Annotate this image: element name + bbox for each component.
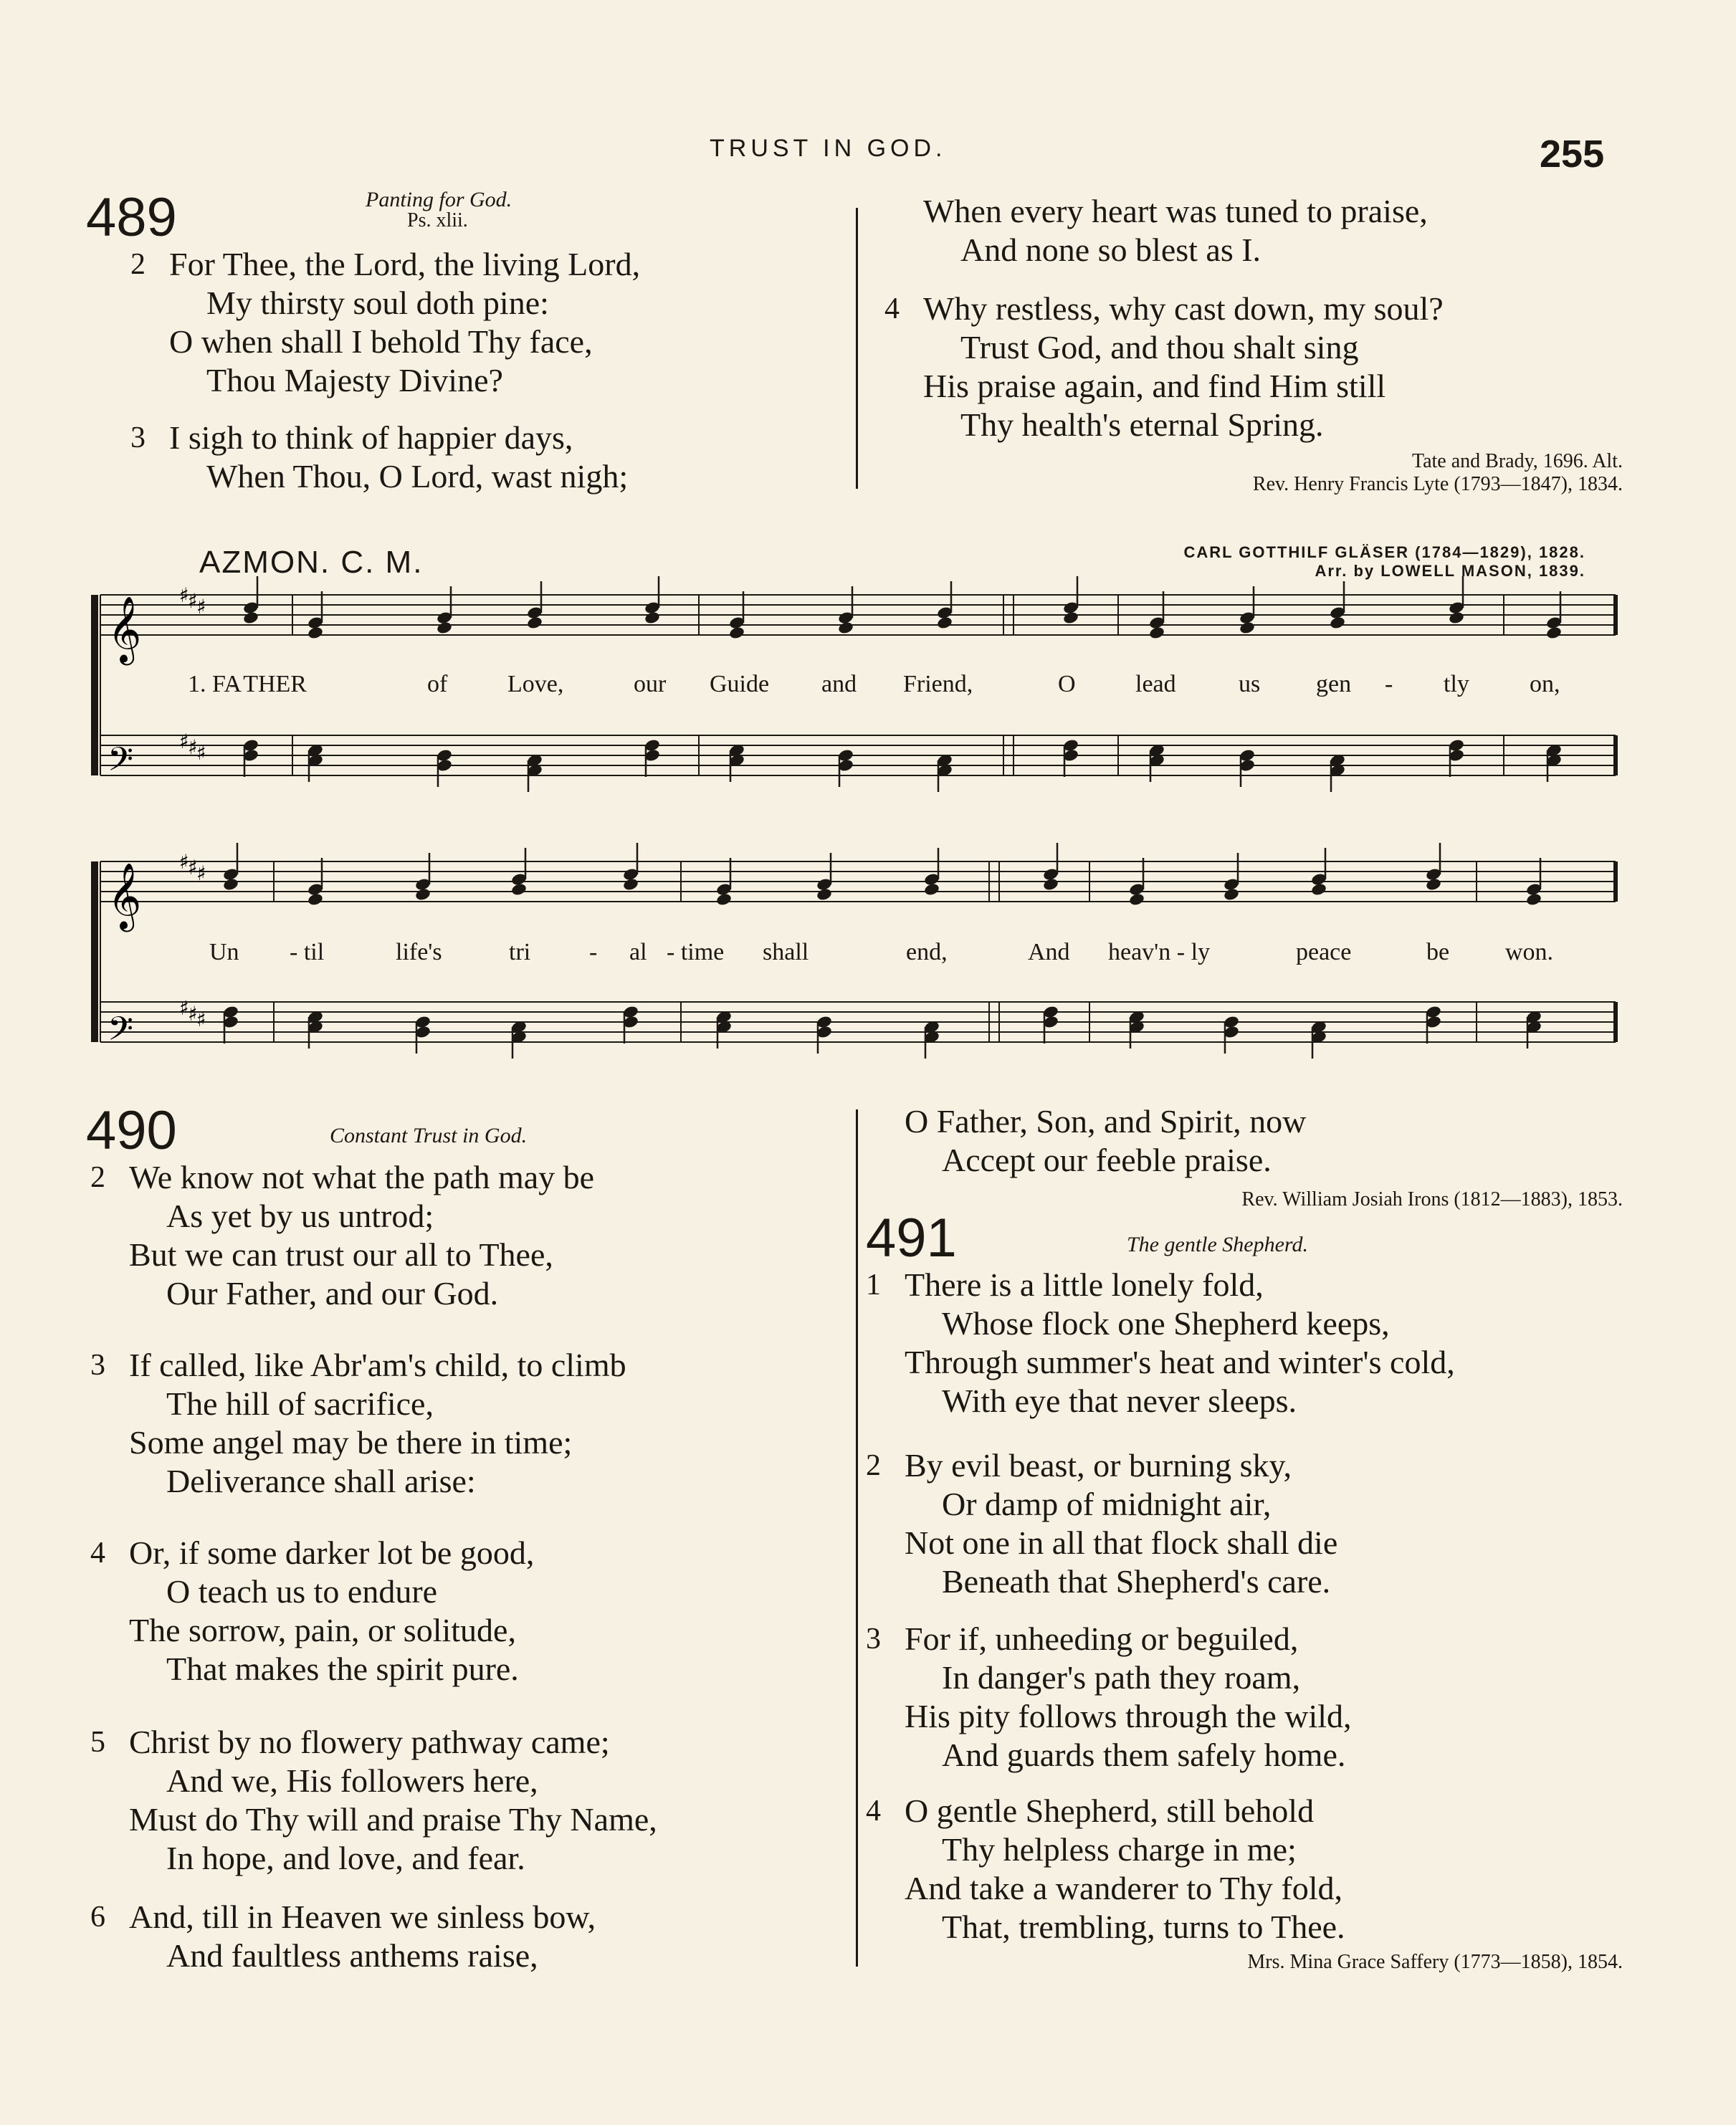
verse bbox=[866, 1620, 1352, 1775]
note-head bbox=[1062, 611, 1079, 625]
verse bbox=[90, 1534, 535, 1689]
verse-line: His pity follows through the wild, bbox=[905, 1698, 1352, 1734]
note-head bbox=[1310, 882, 1327, 897]
lyric-syllable: - THER bbox=[229, 671, 307, 697]
verse-line: My thirsty soul doth pine: bbox=[206, 285, 549, 321]
attribution-489-1: Tate and Brady, 1696. Alt. bbox=[1411, 450, 1623, 472]
note-head bbox=[1239, 621, 1256, 635]
bass-clef-icon: 𝄢 bbox=[108, 740, 134, 787]
column-divider bbox=[856, 208, 858, 489]
lyric-syllable: - til bbox=[290, 939, 325, 965]
lyric-syllable: us bbox=[1239, 671, 1261, 697]
sharp-icon: ♯ bbox=[188, 856, 198, 879]
verse-line: Accept our feeble praise. bbox=[942, 1142, 1272, 1178]
verse-line: I sigh to think of happier days, bbox=[169, 419, 573, 456]
verse-number: 2 bbox=[866, 1449, 881, 1482]
verse-line: With eye that never sleeps. bbox=[942, 1383, 1297, 1419]
verse-number: 4 bbox=[866, 1795, 881, 1828]
column-divider-lower bbox=[856, 1109, 858, 1967]
note-head bbox=[936, 616, 953, 630]
verse-line: For if, unheeding or beguiled, bbox=[905, 1620, 1299, 1657]
verse-line: If called, like Abr'am's child, to climb bbox=[129, 1347, 626, 1383]
note-head bbox=[414, 887, 431, 902]
sharp-icon: ♯ bbox=[196, 595, 206, 619]
lyric-syllable: tri bbox=[509, 939, 531, 965]
lyric-syllable: Un bbox=[209, 939, 239, 965]
verse bbox=[866, 1266, 1455, 1420]
hymn-number-491: 491 bbox=[866, 1208, 957, 1269]
verse-line: O gentle Shepherd, still behold bbox=[905, 1792, 1315, 1829]
note-head bbox=[1425, 877, 1442, 892]
verse bbox=[866, 1792, 1345, 1947]
sharp-icon: ♯ bbox=[196, 861, 206, 885]
verse-line: Thou Majesty Divine? bbox=[206, 362, 503, 398]
verse-489-3-cont bbox=[923, 192, 1428, 269]
lyric-syllable: O bbox=[1058, 671, 1076, 697]
note-head bbox=[728, 626, 745, 640]
composer-line: CARL GOTTHILF GLÄSER (1784—1829), 1828. bbox=[1183, 543, 1585, 561]
verse-line: And take a wanderer to Thy fold, bbox=[905, 1870, 1343, 1906]
note-head bbox=[1128, 892, 1145, 907]
verse-number: 2 bbox=[130, 248, 146, 281]
arranger-line: Arr. by LOWELL MASON, 1839. bbox=[1315, 562, 1585, 580]
note-head bbox=[715, 892, 733, 907]
verse-line: And guards them safely home. bbox=[942, 1737, 1346, 1773]
verse-489-3 bbox=[130, 419, 629, 496]
note-head bbox=[622, 877, 639, 892]
note-head bbox=[436, 621, 453, 635]
verse-line: Thy helpless charge in me; bbox=[942, 1831, 1297, 1868]
lyric-syllable: end, bbox=[906, 939, 948, 965]
hymn-caption-491: The gentle Shepherd. bbox=[1127, 1233, 1308, 1256]
lyric-syllable: Friend, bbox=[903, 671, 973, 697]
verse-line: Trust God, and thou shalt sing bbox=[960, 329, 1359, 366]
note-head bbox=[1148, 626, 1165, 640]
verse bbox=[90, 1158, 595, 1313]
sharp-icon: ♯ bbox=[188, 589, 198, 613]
lyric-syllable: on, bbox=[1530, 671, 1560, 697]
note-head bbox=[923, 882, 940, 897]
verse-line: And none so blest as I. bbox=[960, 231, 1262, 268]
verse-line: But we can trust our all to Thee, bbox=[129, 1236, 553, 1273]
attribution-490: Rev. William Josiah Irons (1812—1883), 1853. bbox=[1241, 1188, 1623, 1210]
note-head bbox=[1223, 887, 1240, 902]
verse-line: Thy health's eternal Spring. bbox=[960, 406, 1324, 443]
verse-line: And faultless anthems raise, bbox=[166, 1937, 538, 1974]
psalm-reference: Ps. xlii. bbox=[407, 209, 468, 231]
verse-line: The sorrow, pain, or solitude, bbox=[129, 1612, 516, 1648]
verse-number: 3 bbox=[130, 421, 146, 454]
hymn-caption-489: Panting for God. bbox=[366, 188, 512, 211]
verse-number: 1 bbox=[866, 1269, 881, 1302]
verse-line: O when shall I behold Thy face, bbox=[169, 323, 593, 360]
verse-line: And we, His followers here, bbox=[166, 1762, 538, 1799]
verse-line: Beneath that Shepherd's care. bbox=[942, 1563, 1331, 1600]
verse-line: Through summer's heat and winter's cold, bbox=[905, 1344, 1455, 1380]
verse-489-2 bbox=[130, 245, 641, 400]
lyric-syllable: tly bbox=[1444, 671, 1469, 697]
note-head bbox=[1329, 616, 1346, 630]
lyric-syllable: shall bbox=[763, 939, 809, 965]
verse-line: Not one in all that flock shall die bbox=[905, 1524, 1338, 1561]
verse-number: 2 bbox=[90, 1161, 105, 1194]
lyric-syllable: Guide bbox=[710, 671, 770, 697]
lyric-syllable: peace bbox=[1296, 939, 1352, 965]
treble-clef-icon: 𝄞 bbox=[108, 596, 142, 662]
note-head bbox=[816, 887, 833, 902]
verse bbox=[90, 1898, 596, 1975]
verse-line: Must do Thy will and praise Thy Name, bbox=[129, 1801, 657, 1838]
sharp-icon: ♯ bbox=[179, 583, 189, 607]
attribution-491: Mrs. Mina Grace Saffery (1773—1858), 1854. bbox=[1247, 1951, 1623, 1973]
note-head bbox=[222, 877, 239, 892]
note-head bbox=[1545, 626, 1563, 640]
tune-name: AZMON. C. M. bbox=[199, 545, 424, 580]
bass-clef-icon: 𝄢 bbox=[108, 1010, 134, 1056]
verse-line: O teach us to endure bbox=[166, 1573, 438, 1610]
lyric-syllable: life's bbox=[396, 939, 442, 965]
note-head bbox=[1448, 611, 1465, 625]
verse-number: 3 bbox=[90, 1349, 105, 1382]
note-head bbox=[510, 882, 528, 897]
verse-489-4 bbox=[884, 290, 1444, 444]
hymn-number-490: 490 bbox=[86, 1100, 177, 1161]
lyric-syllable: and bbox=[821, 671, 857, 697]
verse-line: By evil beast, or burning sky, bbox=[905, 1447, 1292, 1484]
lyric-syllable: won. bbox=[1505, 939, 1554, 965]
lyric-syllable: lead bbox=[1135, 671, 1176, 697]
verse-line: Some angel may be there in time; bbox=[129, 1424, 573, 1461]
hymn-number-489: 489 bbox=[86, 187, 177, 248]
verse-number: 4 bbox=[90, 1537, 105, 1570]
sharp-icon: ♯ bbox=[196, 741, 206, 765]
verse-line: Or damp of midnight air, bbox=[942, 1486, 1272, 1522]
note-head bbox=[644, 611, 661, 625]
lyric-syllable: heav'n - ly bbox=[1108, 939, 1211, 965]
lyric-syllable: al bbox=[629, 939, 647, 965]
lyric-syllable: 1. FA bbox=[188, 671, 242, 697]
verse-line: O Father, Son, and Spirit, now bbox=[905, 1103, 1307, 1140]
lyric-syllable: be bbox=[1426, 939, 1450, 965]
hymn-caption-490: Constant Trust in God. bbox=[330, 1124, 528, 1147]
lyric-syllable: of bbox=[427, 671, 448, 697]
verse-line: We know not what the path may be bbox=[129, 1159, 595, 1195]
sharp-icon: ♯ bbox=[179, 850, 189, 874]
verse-line: That, trembling, turns to Thee. bbox=[942, 1909, 1345, 1945]
note-head bbox=[1042, 877, 1059, 892]
page-number: 255 bbox=[1540, 133, 1605, 176]
verse-number: 6 bbox=[90, 1901, 105, 1934]
verse-line: Whose flock one Shepherd keeps, bbox=[942, 1305, 1390, 1342]
sharp-icon: ♯ bbox=[188, 735, 198, 759]
verse bbox=[90, 1723, 657, 1878]
verse-number: 4 bbox=[884, 292, 900, 325]
verse-number: 5 bbox=[90, 1726, 105, 1759]
verse bbox=[90, 1346, 626, 1501]
verse-line: Christ by no flowery pathway came; bbox=[129, 1724, 610, 1760]
verse-line: In hope, and love, and fear. bbox=[166, 1840, 525, 1876]
note-head bbox=[307, 626, 324, 640]
lyric-syllable: gen bbox=[1316, 671, 1352, 697]
verse-line: When every heart was tuned to praise, bbox=[923, 193, 1428, 229]
sharp-icon: ♯ bbox=[188, 1002, 198, 1026]
verse-line: Deliverance shall arise: bbox=[166, 1463, 476, 1499]
note-head bbox=[526, 616, 543, 630]
sharp-icon: ♯ bbox=[179, 730, 189, 753]
treble-clef-icon: 𝄞 bbox=[108, 862, 142, 929]
verse-line: There is a little lonely fold, bbox=[905, 1266, 1264, 1303]
verse-line: In danger's path they roam, bbox=[942, 1659, 1301, 1696]
verse-490-6-cont bbox=[905, 1102, 1306, 1180]
running-head: TRUST IN GOD. bbox=[710, 135, 947, 162]
verse-line: The hill of sacrifice, bbox=[166, 1385, 434, 1422]
verse-line: His praise again, and find Him still bbox=[923, 368, 1386, 404]
lyric-syllable: our bbox=[634, 671, 667, 697]
note-head bbox=[242, 611, 259, 625]
verse-line: Or, if some darker lot be good, bbox=[129, 1534, 535, 1571]
verse-line: Why restless, why cast down, my soul? bbox=[923, 290, 1444, 327]
note-head bbox=[1525, 892, 1542, 907]
note-head bbox=[307, 892, 324, 907]
verse-line: Our Father, and our God. bbox=[166, 1275, 499, 1312]
verse-line: For Thee, the Lord, the living Lord, bbox=[169, 246, 641, 282]
verse bbox=[866, 1446, 1338, 1601]
lyric-syllable: Love, bbox=[507, 671, 564, 697]
lyric-syllable: And bbox=[1028, 939, 1070, 965]
sharp-icon: ♯ bbox=[179, 996, 189, 1020]
note-head bbox=[837, 621, 854, 635]
sharp-icon: ♯ bbox=[196, 1008, 206, 1031]
verse-line: As yet by us untrod; bbox=[166, 1198, 434, 1234]
verse-line: That makes the spirit pure. bbox=[166, 1651, 519, 1687]
music-system-2 bbox=[0, 840, 1736, 1076]
verse-number: 3 bbox=[866, 1623, 881, 1656]
verse-line: And, till in Heaven we sinless bow, bbox=[129, 1899, 596, 1935]
attribution-489-2: Rev. Henry Francis Lyte (1793—1847), 1834. bbox=[1252, 473, 1623, 495]
lyric-syllable: - time bbox=[667, 939, 725, 965]
lyric-syllable: - bbox=[589, 939, 598, 965]
verse-line: When Thou, O Lord, wast nigh; bbox=[206, 458, 629, 495]
lyric-syllable: - bbox=[1385, 671, 1393, 697]
